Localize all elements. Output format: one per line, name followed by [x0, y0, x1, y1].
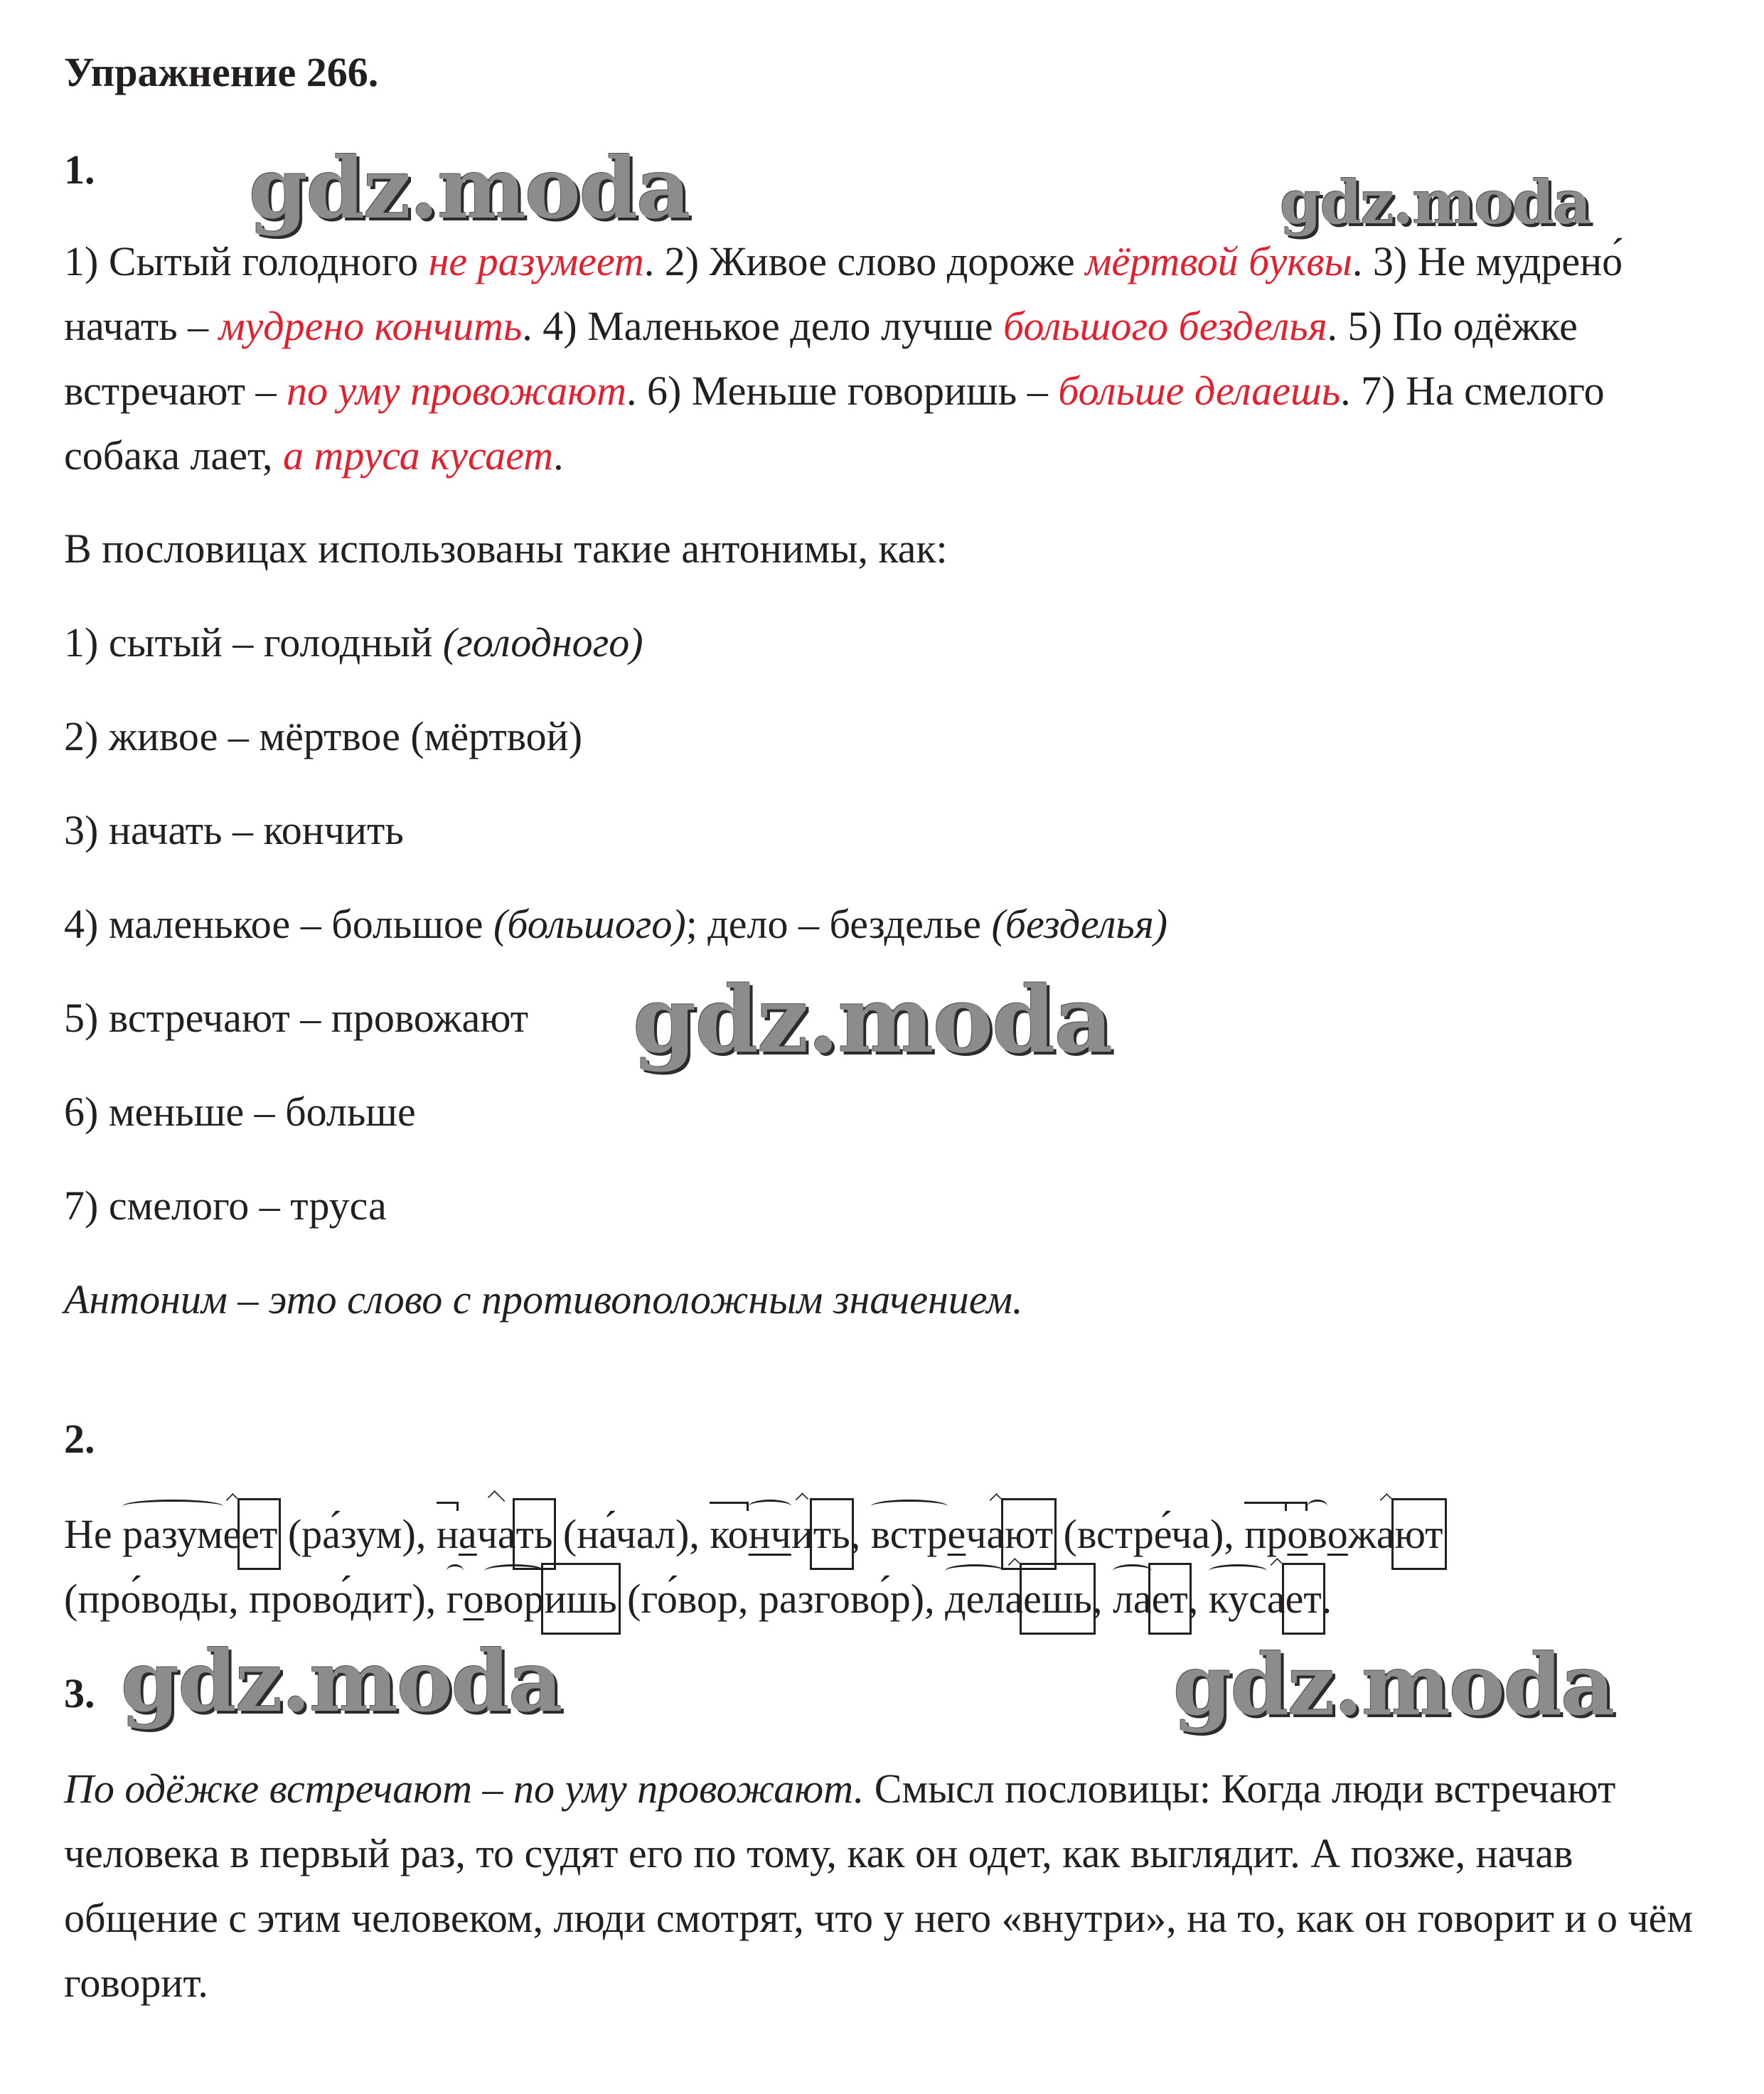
word-laet-ending: ет — [1152, 1566, 1188, 1631]
word-vstrechayut-ending: ют — [1005, 1502, 1053, 1566]
word-nachat-prefix: н — [437, 1502, 459, 1566]
proverb-quote: По одёжке встречают – по уму провожают. — [64, 1766, 865, 1812]
proverb-explanation: Смысл пословицы: Когда люди встречают человека в первый раз, то судят его по тому, как он одет, как выглядит. А позже, начав общение с этим человеком, люди смотрят, что у него «внутри», на то, как он говорит и о чём говорит. — [64, 1766, 1694, 2006]
watermark-logo: gdz.moda — [249, 139, 690, 237]
word-konchit-suffix: и — [791, 1502, 813, 1566]
proverb-ending: не разумеет — [428, 238, 644, 284]
word-provozhayut-suffix: а — [1377, 1502, 1395, 1566]
section-1-number: 1. — [64, 146, 95, 193]
proverb-ending: по уму провожают — [286, 368, 626, 414]
word-nachat-suffix: ча — [477, 1502, 516, 1566]
proverb-5: 5) По одёжке встречают – по уму провожают. — [64, 303, 1578, 414]
proverb-6: 6) Меньше говоришь – больше делаешь. — [646, 368, 1362, 414]
word-delaesh-ending: ешь — [1023, 1566, 1092, 1631]
proverb-ending: больше делаешь — [1058, 368, 1341, 414]
word-laet-root: ла — [1113, 1566, 1152, 1631]
proverb-ending: большого безделья — [1003, 303, 1327, 349]
proverb-ending: мёртвой буквы — [1085, 238, 1352, 284]
proverb-ending: мудрено кончить — [218, 303, 523, 349]
word-nachat-vowel: а — [458, 1511, 477, 1557]
word-provozhayut-root: в — [1308, 1502, 1327, 1566]
word-konchit-prefix: ко — [710, 1502, 748, 1566]
meaning-paragraph — [64, 1756, 1721, 2015]
watermark-logo: gdz.moda — [1280, 167, 1591, 237]
section-2-number: 2. — [64, 1416, 95, 1462]
antonym-item-1: 1) сытый – голодный (голодного) — [64, 619, 643, 666]
proverb-4: 4) Маленькое дело лучше большого безделья. — [542, 303, 1348, 349]
word-delaesh-suffix: а — [1005, 1566, 1023, 1631]
antonym-definition: Антоним – это слово с противоположным значением. — [64, 1276, 1023, 1323]
word-analysis-paragraph: Не разумеет (ра́зум), начать (на́чал), кончить, встречают (встре́ча), провожают (про́воды, прово́дит), говоришь (го́вор, разгово́р), делаешь, лает, кусает. — [64, 1502, 1721, 1631]
proverb-2: 2) Живое слово дороже мёртвой буквы. — [664, 238, 1373, 284]
word-provozhayut-prefix: пр — [1244, 1502, 1287, 1566]
proverb-7: 7) На смелого собака лает, а труса кусает. — [64, 368, 1605, 479]
watermark-logo: gdz.moda — [633, 967, 1112, 1074]
word-vstrechayut-suffix: а — [986, 1502, 1005, 1566]
word-razumeet-ending: ет — [241, 1502, 277, 1566]
antonyms-intro: В пословицах использованы такие антонимы, как: — [64, 525, 948, 572]
word-delaesh-root: дел — [945, 1566, 1005, 1631]
word-razumeet-suffix: е — [223, 1502, 242, 1566]
proverb-3: 3) Не мудрено́ начать – мудрено кончить. — [64, 238, 1623, 349]
proverb-ending: а труса кусает — [282, 432, 554, 479]
word-konchit-root: нч — [749, 1502, 791, 1566]
exercise-title: Упражнение 266. — [64, 49, 379, 95]
antonym-item-4: 4) маленькое – большое (большого); дело – безделье (безделья) — [64, 901, 1168, 947]
watermark-logo: gdz.moda — [121, 1632, 562, 1731]
word-kusaet-suffix: а — [1267, 1566, 1285, 1631]
antonym-item-3: 3) начать – кончить — [64, 807, 404, 853]
watermark-logo: gdz.moda — [1173, 1635, 1614, 1734]
proverb-1: 1) Сытый голодного не разумеет. — [64, 238, 665, 284]
word-nachat-ending: ть — [516, 1502, 553, 1566]
word-govorish-root: г — [447, 1566, 464, 1631]
antonym-item-6: 6) меньше – больше — [64, 1089, 416, 1135]
section-3-number: 3. — [64, 1670, 95, 1716]
proverbs-paragraph — [64, 229, 1721, 488]
word-konchit-ending: ть — [813, 1502, 850, 1566]
word-vstrechayut-vowel: е — [947, 1511, 966, 1557]
antonym-item-5: 5) встречают – провожают — [64, 995, 529, 1041]
word-govorish-ending: ишь — [545, 1566, 617, 1631]
word-vstrechayut-root: встр — [871, 1502, 948, 1566]
word-provozhayut-ending: ют — [1395, 1502, 1443, 1566]
word-razumeet-root: разум — [122, 1502, 223, 1566]
antonym-item-2: 2) живое – мёртвое (мёртвой) — [64, 713, 583, 759]
antonym-item-7: 7) смелого – труса — [64, 1182, 387, 1229]
word-kusaet-root: кус — [1209, 1566, 1267, 1631]
word-kusaet-ending: ет — [1285, 1566, 1322, 1631]
